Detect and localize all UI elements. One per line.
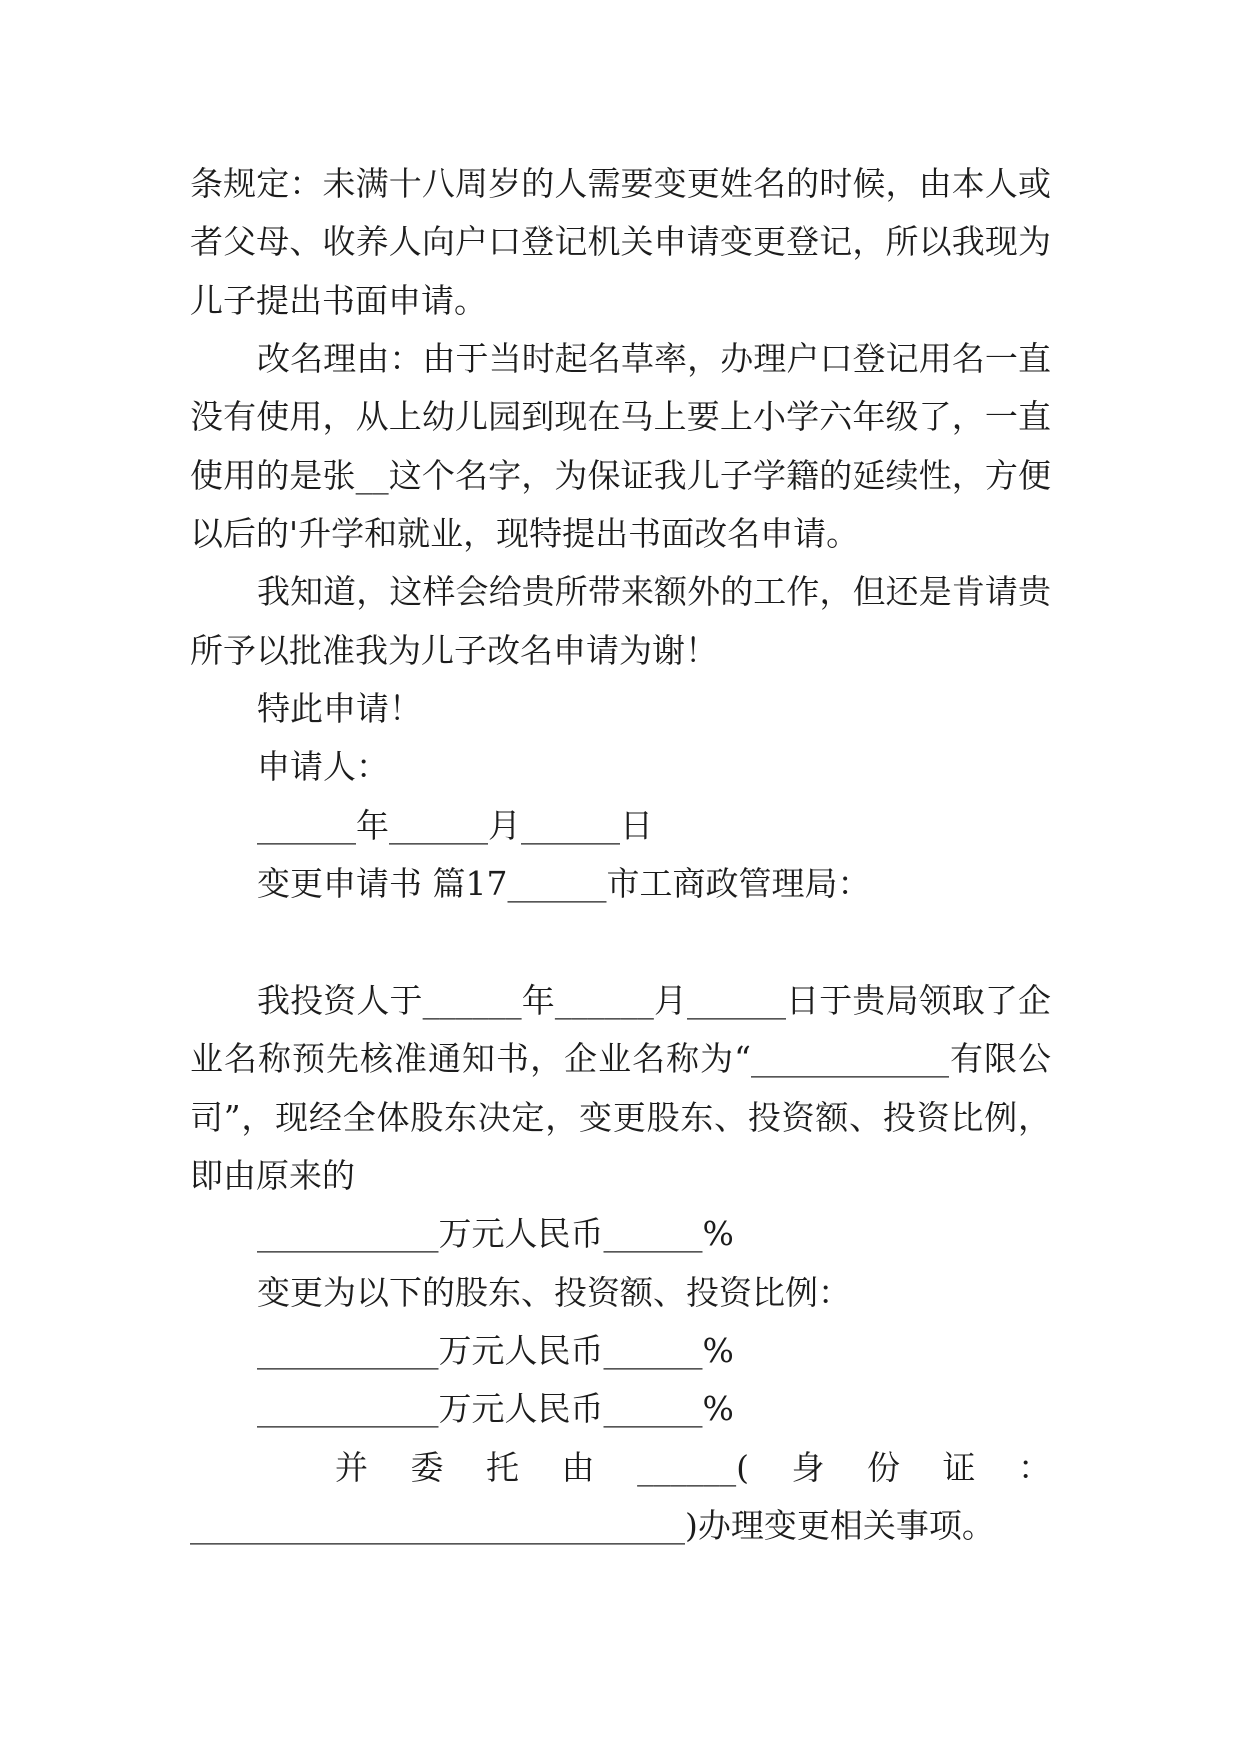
text-line: 即由原来的 bbox=[190, 1155, 355, 1195]
investment-line: ___________万元人民币______% bbox=[257, 1389, 734, 1429]
text-line: 使用的是张__这个名字，为保证我儿子学籍的延续性，方便 bbox=[190, 455, 1051, 495]
entrust-token: 份 bbox=[866, 1447, 900, 1487]
investment-line: ___________万元人民币______% bbox=[257, 1330, 734, 1370]
text-line: 变更为以下的股东、投资额、投资比例： bbox=[257, 1272, 851, 1312]
signature-label: 申请人： bbox=[257, 747, 389, 787]
text-line: 司”，现经全体股东决定，变更股东、投资额、投资比例， bbox=[190, 1097, 1051, 1137]
entrust-token: ______( bbox=[637, 1447, 749, 1487]
entrust-token: 身 bbox=[791, 1447, 825, 1487]
entrust-token: 证 bbox=[942, 1447, 976, 1487]
entrust-token: 托 bbox=[486, 1447, 520, 1487]
entrust-line bbox=[190, 1439, 1051, 1497]
text-line: 改名理由：由于当时起名草率，办理户口登记用名一直 bbox=[257, 339, 1051, 379]
date-line: ______年______月______日 bbox=[257, 805, 653, 845]
text-line: 所予以批准我为儿子改名申请为谢！ bbox=[190, 630, 718, 670]
entrust-token: 并 bbox=[335, 1447, 368, 1487]
entrust-token: ： bbox=[1018, 1447, 1051, 1487]
text-line: 儿子提出书面申请。 bbox=[190, 280, 487, 320]
document-body bbox=[190, 155, 1051, 1555]
blank-line bbox=[190, 913, 1051, 971]
entrust-token: 委 bbox=[410, 1447, 444, 1487]
text-line: 条规定：未满十八周岁的人需要变更姓名的时候，由本人或 bbox=[190, 164, 1051, 203]
text-line: 业名称预先核准通知书，企业名称为“____________有限公 bbox=[190, 1039, 1051, 1079]
investment-line: ___________万元人民币______% bbox=[257, 1214, 734, 1254]
text-line: 特此申请！ bbox=[257, 689, 422, 729]
entrust-token: 由 bbox=[561, 1447, 595, 1487]
section-heading: 变更申请书 篇17______市工商政管理局： bbox=[257, 864, 871, 904]
text-line: ______________________________)办理变更相关事项。 bbox=[190, 1505, 995, 1545]
text-line: 者父母、收养人向户口登记机关申请变更登记，所以我现为 bbox=[190, 222, 1051, 262]
text-line: 我知道，这样会给贵所带来额外的工作，但还是肯请贵 bbox=[257, 572, 1051, 612]
text-line: 我投资人于______年______月______日于贵局领取了企 bbox=[257, 980, 1051, 1020]
text-line: 以后的'升学和就业，现特提出书面改名申请。 bbox=[190, 514, 860, 554]
text-line: 没有使用，从上幼儿园到现在马上要上小学六年级了，一直 bbox=[190, 397, 1051, 437]
